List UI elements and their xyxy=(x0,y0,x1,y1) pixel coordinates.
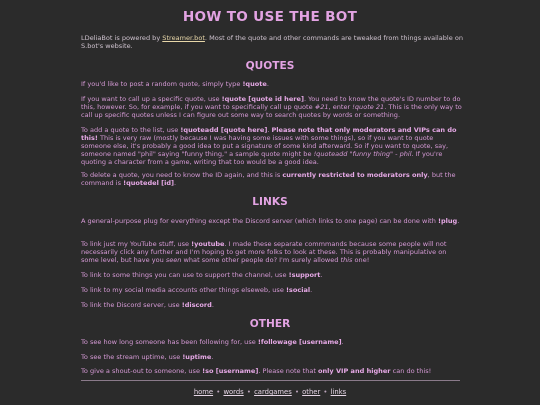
mods-vips-note: Please note that only moderators and VIPs can do this! xyxy=(81,126,457,142)
text: . xyxy=(174,178,177,187)
emphasis: this xyxy=(340,255,353,264)
text: one! xyxy=(352,255,370,264)
emphasis: seen xyxy=(165,255,182,264)
text: . xyxy=(341,338,344,346)
text: . If you're quoting a character from a game, writing that too would be a good idea. xyxy=(81,149,443,166)
mods-only-note: currently restricted to moderators only xyxy=(282,171,428,179)
command-plug: !plug xyxy=(437,217,458,225)
text: This is very raw (mostly because I was having some issues with some things), so if you want to quote someone else, it's probably a good idea to put a signature of some kind afterward. So if you want to quote, say, someone named "phil" saying "funny thing," a sample quote might be xyxy=(81,133,449,158)
intro-text-end: . Most of the quote and other commands are tweaked from things available on S.bot's website. xyxy=(81,34,463,50)
footer-link-words[interactable]: words xyxy=(223,388,244,396)
text: To add a quote to the list, use xyxy=(81,126,181,134)
other-heading: OTHER xyxy=(249,318,291,330)
text: . xyxy=(310,286,313,294)
footer-link-cardgames[interactable]: cardgames xyxy=(254,388,292,396)
streamerbot-link[interactable]: Streamer.bot xyxy=(162,34,205,42)
quotes-random-paragraph xyxy=(81,81,464,89)
links-discord-paragraph xyxy=(81,302,464,310)
footer-link-links[interactable]: links xyxy=(330,388,347,396)
text: . You need to know the quote's ID number to do this, however. So, for example, if you want to specifically call up quote xyxy=(81,95,461,111)
text: . xyxy=(266,80,269,88)
text: , but the command is xyxy=(81,171,456,187)
command-youtube: !youtube xyxy=(191,240,225,248)
links-support-paragraph xyxy=(81,272,464,280)
other-shoutout-paragraph xyxy=(81,368,464,376)
footer-nav xyxy=(0,388,540,396)
command-quoteadd: !quoteadd [quote here] xyxy=(180,126,268,134)
links-heading: LINKS xyxy=(252,196,288,208)
text: To see the stream uptime, use xyxy=(81,353,183,361)
text: To link to my social media accounts other things elseweb, use xyxy=(81,286,286,294)
footer-separator: • xyxy=(323,388,328,396)
footer-separator: • xyxy=(216,388,221,396)
other-uptime-paragraph xyxy=(81,354,464,362)
command-quote-id: !quote [quote id here] xyxy=(221,95,304,103)
text: . xyxy=(211,301,214,309)
quotes-specific-paragraph xyxy=(81,96,464,120)
links-youtube-paragraph xyxy=(81,241,464,265)
footer-separator: • xyxy=(246,388,251,396)
command-social: !social xyxy=(285,286,311,294)
footer-separator: • xyxy=(294,388,299,396)
text: To link the Discord server, use xyxy=(81,301,182,309)
command-followage: !followage [username] xyxy=(257,338,342,346)
command-so: !so [username] xyxy=(202,367,259,375)
text: . xyxy=(267,126,272,134)
links-social-paragraph xyxy=(81,287,464,295)
example-command: !quote 21 xyxy=(352,102,385,111)
text: , enter xyxy=(328,102,353,111)
footer-divider xyxy=(81,380,460,381)
command-quotedel: !quotedel [id] xyxy=(123,178,175,187)
example-quoteadd: !quoteadd "funny thing" - phil xyxy=(313,149,412,158)
text: If you'd like to post a random quote, simply type xyxy=(81,80,243,88)
intro-paragraph xyxy=(81,35,464,51)
text: To link just my YouTube stuff, use xyxy=(81,240,192,248)
text: . I made these separate commmands because some people will not necessarily click any further and I'm hoping to get more folks to look at these. This is probably manipulative on some level, but have you xyxy=(81,240,447,264)
text: can do this! xyxy=(390,367,432,375)
vip-note: only VIP and higher xyxy=(318,367,391,375)
text: . This is the only way to call up specific quotes unless I can figure out some way to search quotes by words or something. xyxy=(81,102,462,119)
footer-link-home[interactable]: home xyxy=(193,388,214,396)
command-uptime: !uptime xyxy=(182,353,212,361)
command-quote: !quote xyxy=(242,80,267,88)
quotes-heading: QUOTES xyxy=(245,60,295,72)
text: . xyxy=(320,271,323,279)
text: A general-purpose plug for everything except the Discord server (which links to one page) can be done with xyxy=(81,217,438,225)
text: To give a shout-out to someone, use xyxy=(81,367,203,375)
footer-link-other[interactable]: other xyxy=(302,388,321,396)
command-discord: !discord xyxy=(181,301,212,309)
text: . xyxy=(211,353,214,361)
text: If you want to call up a specific quote, use xyxy=(81,95,222,103)
links-plug-paragraph xyxy=(81,218,464,226)
text: To delete a quote, you need to know the ID again, and this is xyxy=(81,171,283,179)
text: what some other people do? I'm surely allowed xyxy=(181,255,341,264)
text: To link to some things you can use to support the channel, use xyxy=(81,271,289,279)
example-id: #21 xyxy=(314,102,329,111)
quotes-delete-paragraph xyxy=(81,172,464,188)
text: . Please note that xyxy=(258,367,319,375)
text: . xyxy=(457,217,460,225)
command-support: !support xyxy=(288,271,321,279)
page-title: HOW TO USE THE BOT xyxy=(182,9,358,25)
other-followage-paragraph xyxy=(81,339,464,347)
intro-text: LDeliaBot is powered by xyxy=(81,34,163,42)
quotes-add-paragraph xyxy=(81,127,464,167)
text: To see how long someone has been following for, use xyxy=(81,338,258,346)
